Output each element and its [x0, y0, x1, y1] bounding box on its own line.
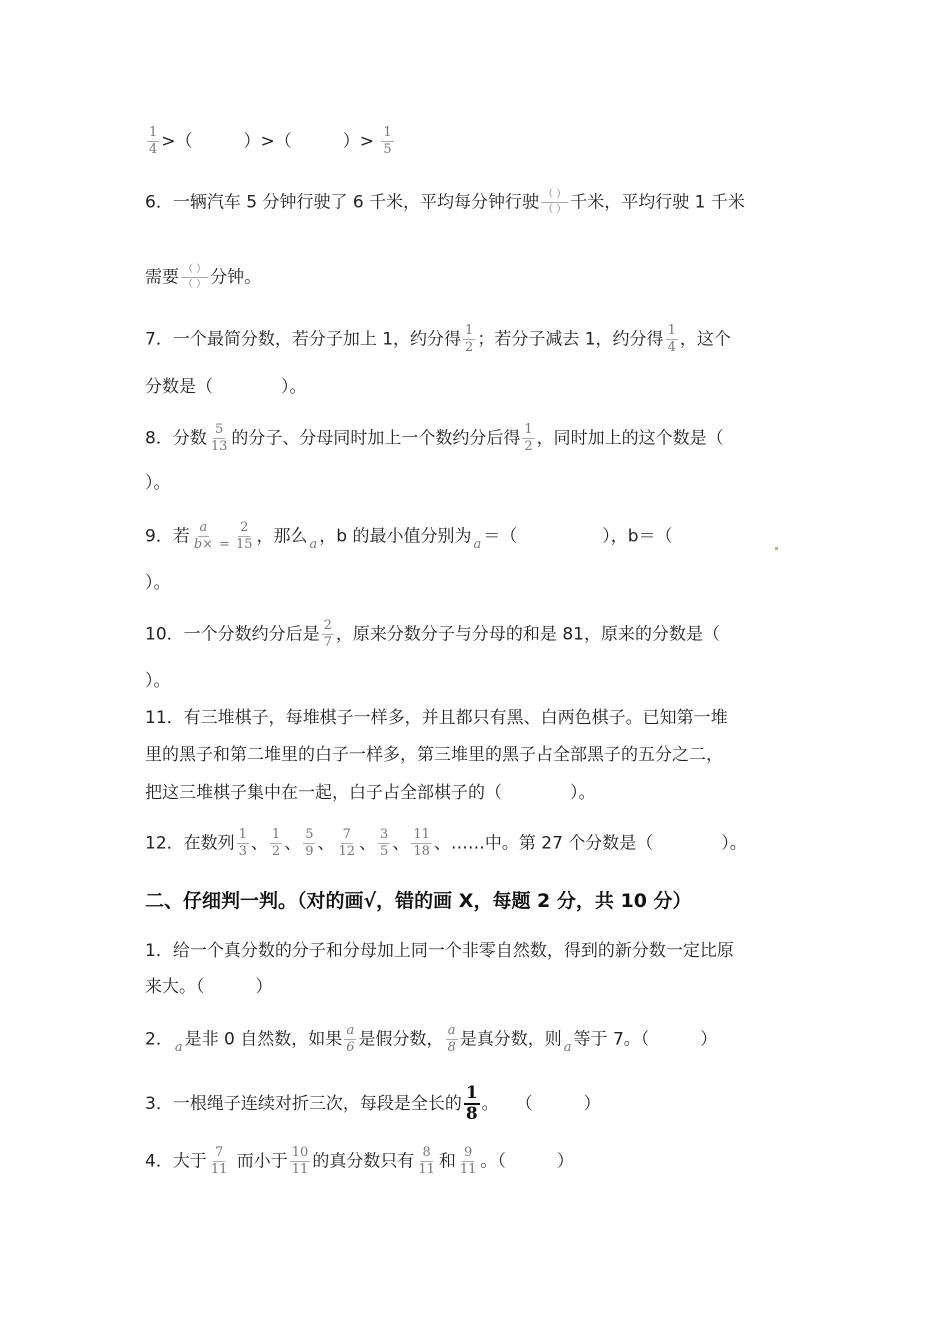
- question-11-line-2: 里的黑子和第二堆里的白子一样多，第三堆里的黑子占全部黑子的五分之二，: [145, 745, 723, 765]
- question-8-continued: ）。: [145, 473, 171, 493]
- question-10: 10．一个分数约分后是 $\frac{2}{7}$ ，原来分数分子与分母的和是 81，原来的分数是（: [145, 618, 720, 650]
- fraction: $\frac{a}{6}$: [346, 1023, 355, 1055]
- question-6: 6．一辆汽车 5 分钟行驶了 6 千米，平均每分钟行驶 $\frac{( )}{( )}$ 千米，平均行驶 1 千米: [145, 189, 745, 215]
- question-8: 8．分数 $\frac{5}{13}$ 的分子、分母同时加上一个数约分后得 $\frac{1}{2}$ ，同时加上的这个数是（: [145, 422, 724, 454]
- question-6-continued: 需要 $\frac{( )}{( )}$ 分钟。: [145, 264, 262, 290]
- fraction: $\frac{8}{11}$: [418, 1145, 435, 1177]
- variable-a: a: [473, 536, 482, 552]
- fraction: $\frac{1}{5}$: [383, 125, 392, 157]
- fraction: $\frac{5}{13}$: [210, 422, 228, 454]
- fraction: $\frac{10}{11}$: [291, 1145, 309, 1177]
- fraction: $\frac{3}{5}$: [380, 827, 389, 859]
- variable-a: a: [563, 1039, 572, 1055]
- fraction: $\frac{1}{2}$: [465, 323, 474, 355]
- fraction: $\frac{9}{11}$: [459, 1145, 477, 1177]
- comparison-blanks: >（ ）>（ ）>: [161, 131, 375, 152]
- question-11-line-3: 把这三堆棋子集中在一起，白子占全部棋子的（ ）。: [145, 783, 596, 803]
- answer-blank-fraction[interactable]: $\frac{( )}{( )}$: [183, 264, 207, 290]
- fraction: $\frac{5}{9}$: [305, 827, 314, 859]
- judge-3: 3．一根绳子连续对折三次，每段是全长的 $\frac{1}{8}$ 。 （ ）: [145, 1083, 601, 1124]
- judge-1-line-1: 1．给一个真分数的分子和分母加上同一个非零自然数，得到的新分数一定比原: [145, 941, 734, 961]
- fraction: $\frac{11}{18}$: [413, 827, 430, 859]
- judge-4: 4．大于 $\frac{7}{11}$ 而小于 $\frac{10}{11}$ 的真分数只有 $\frac{8}{11}$ 和 $\frac{9}{11}$ 。（ ）: [145, 1145, 574, 1177]
- answer-blank-fraction[interactable]: $\frac{( )}{( )}$: [543, 189, 567, 215]
- fraction: $\frac{2}{7}$: [323, 618, 332, 650]
- variable-a: a: [174, 1039, 183, 1055]
- fraction: $\frac{7}{11}$: [210, 1145, 228, 1177]
- fraction: $\frac{1}{4}$: [149, 125, 158, 157]
- question-7: 7．一个最简分数，若分子加上 1，约分得 $\frac{1}{2}$ ；若分子减去 1，约分得 $\frac{1}{4}$ ，这个: [145, 323, 731, 355]
- fraction: $\frac{1}{4}$: [667, 323, 676, 355]
- question-9-continued: ）。: [145, 573, 171, 593]
- section-2-heading: 二、仔细判一判。（对的画√，错的画 X，每题 2 分，共 10 分）: [145, 890, 692, 912]
- fraction: $\frac{7}{12}$: [338, 827, 356, 859]
- question-9: 9．若 $\frac{a}{b\times}$ $_=$ $\frac{2}{15}$ ，那么 $_a$ ，b 的最小值分别为 $_a$ ＝（ ），b＝（: [145, 520, 673, 552]
- question-11-line-1: 11．有三堆棋子，每堆棋子一样多，并且都只有黑、白两色棋子。已知第一堆: [145, 708, 728, 728]
- fraction: $\frac{1}{2}$: [271, 827, 281, 859]
- stray-mark: [775, 547, 778, 550]
- variable-a: a: [309, 536, 318, 552]
- fraction: $\frac{1}{2}$: [524, 422, 533, 454]
- question-10-continued: ）。: [145, 671, 171, 691]
- question-5-comparison: [145, 126, 396, 157]
- fraction: $\frac{1}{3}$: [238, 827, 247, 859]
- fraction-one-eighth: $\frac{1}{8}$: [465, 1083, 478, 1124]
- question-7-continued: 分数是（ ）。: [145, 377, 307, 397]
- fraction: $\frac{a}{b\times}$: [193, 520, 214, 552]
- judge-2: 2． $_a$ 是非 0 自然数，如果 $\frac{a}{6}$ 是假分数， $\frac{a}{8}$ 是真分数，则 $_a$ 等于 7。（ ）: [145, 1023, 718, 1055]
- judge-1-line-2: 来大。（ ）: [145, 977, 273, 997]
- fraction: $\frac{2}{15}$: [235, 520, 253, 552]
- fraction: $\frac{a}{8}$: [447, 1023, 456, 1055]
- question-12: 12．在数列 $\frac{1}{3}$ 、 $\frac{1}{2}$ 、 $\frac{5}{9}$ 、 $\frac{7}{12}$ 、 $\frac{3}{5}$ 、 $\frac{11}{18}$ 、……中。第 27 个分数是（ ）。: [145, 827, 747, 859]
